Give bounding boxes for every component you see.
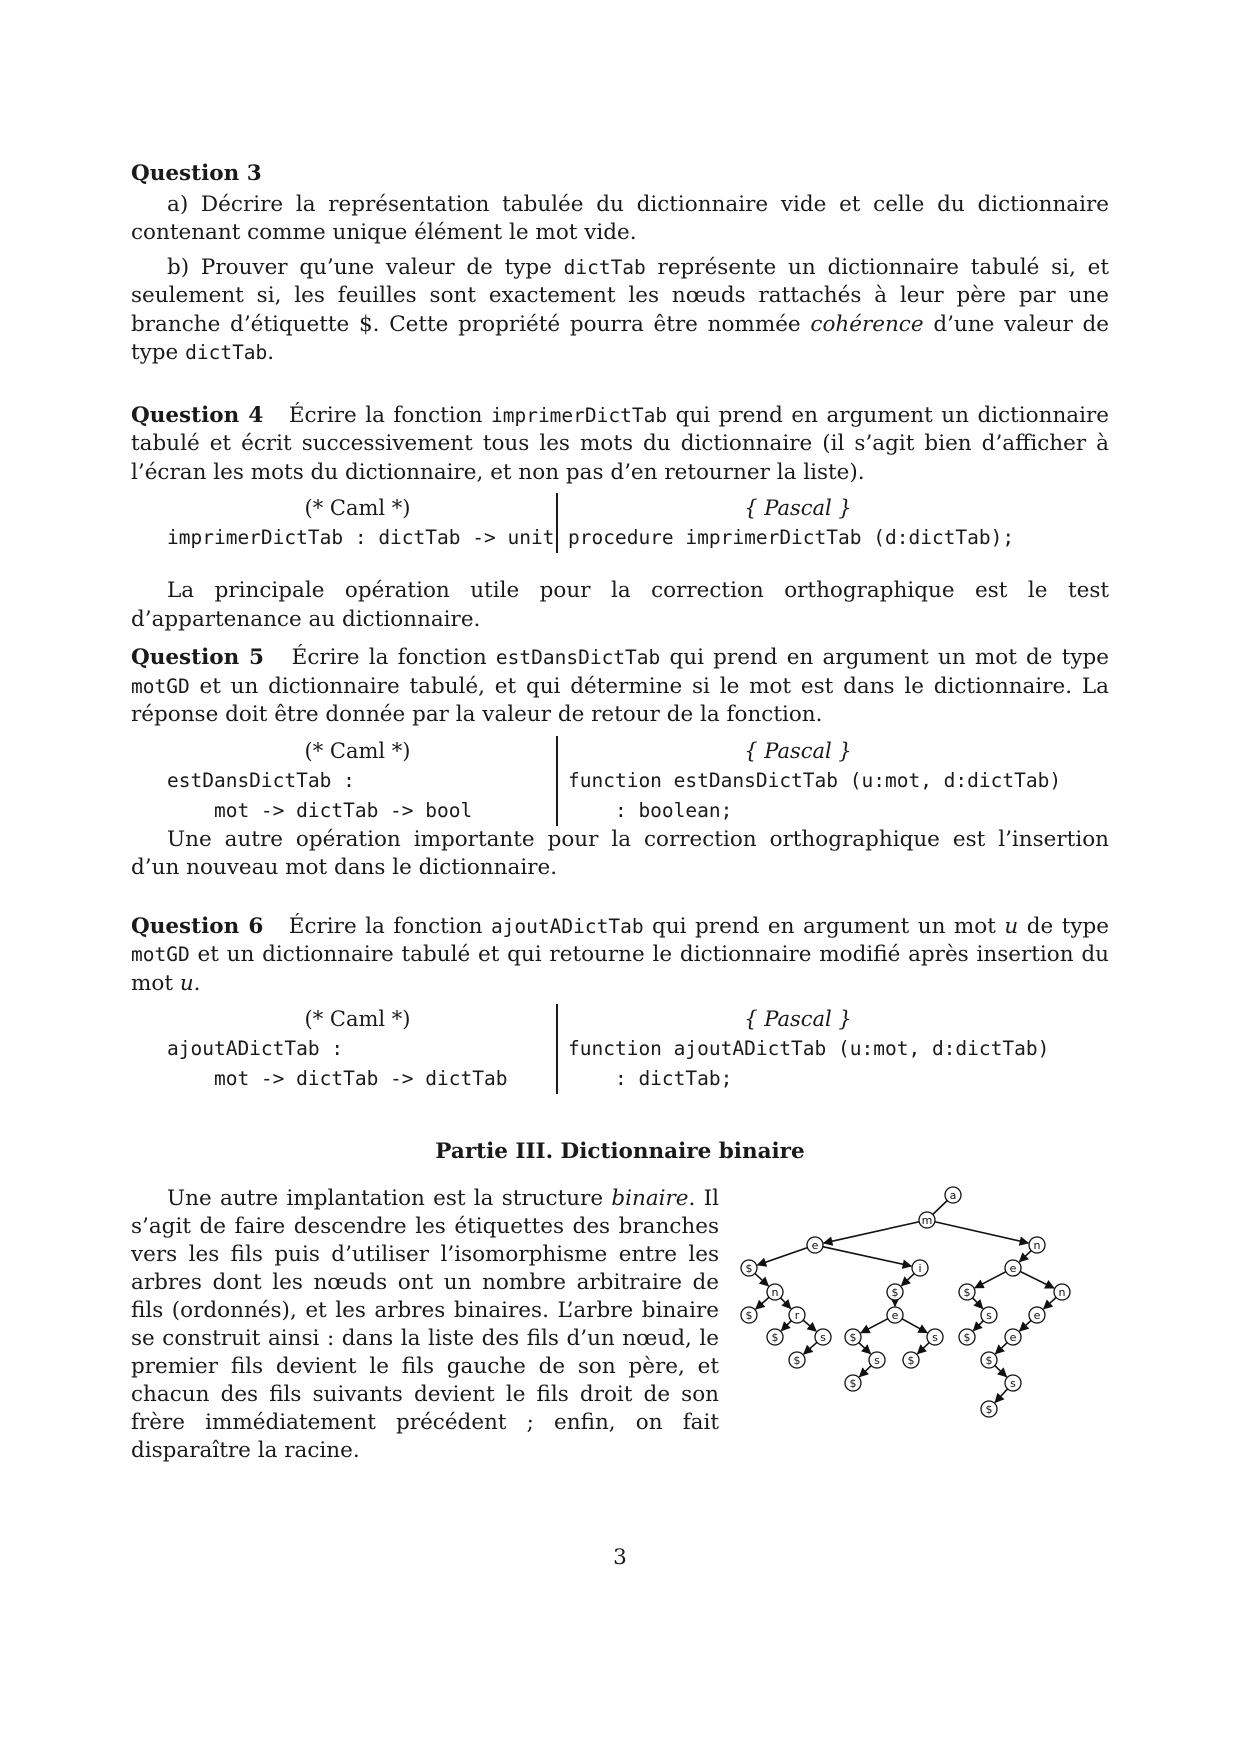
tree-node-d8 — [845, 1375, 861, 1391]
tree-node-n1 — [1029, 1237, 1045, 1253]
tree-edge — [1044, 1297, 1056, 1308]
svg-text:s: s — [1010, 1376, 1016, 1390]
tree-edge — [973, 1320, 983, 1330]
svg-text:$: $ — [891, 1285, 899, 1299]
question-3-heading: Question 3 — [131, 161, 262, 186]
svg-text:n: n — [1058, 1285, 1066, 1299]
tree-node-d1 — [741, 1260, 757, 1276]
tree-edge — [1019, 1250, 1031, 1261]
tree-edge — [973, 1297, 983, 1308]
svg-text:$: $ — [963, 1330, 971, 1344]
svg-text:$: $ — [849, 1330, 857, 1344]
tree-node-e4 — [1029, 1307, 1045, 1323]
svg-text:i: i — [918, 1261, 922, 1275]
svg-text:$: $ — [985, 1353, 993, 1367]
svg-text:a: a — [949, 1188, 957, 1202]
tree-node-d10 — [959, 1329, 975, 1345]
svg-text:r: r — [794, 1308, 800, 1322]
svg-text:e: e — [811, 1238, 819, 1252]
tree-node-e2 — [887, 1307, 903, 1323]
intro-question-5: La principale opération utile pour la correction orthographique est le test d’appartenance au dictionnaire. — [131, 578, 1109, 632]
svg-text:$: $ — [907, 1353, 915, 1367]
tree-edge — [917, 1342, 929, 1353]
svg-text:$: $ — [745, 1261, 753, 1275]
tree-node-e5 — [1005, 1329, 1021, 1345]
tree-edge — [901, 1273, 914, 1285]
tree-node-d3 — [767, 1329, 783, 1345]
tree-node-d2 — [741, 1307, 757, 1323]
tree-node-s1 — [815, 1329, 831, 1345]
svg-text:s: s — [986, 1308, 992, 1322]
tree-edge — [804, 1342, 817, 1354]
svg-text:e: e — [1009, 1330, 1017, 1344]
tree-node-d4 — [887, 1284, 903, 1300]
tree-edge — [781, 1297, 791, 1308]
tree-node-i — [912, 1260, 928, 1276]
pascal-signature: { Pascal } procedure imprimerDictTab (d:dictTab); — [568, 496, 1015, 549]
caml-signature: (* Caml *) ajoutADictTab : mot -> dictTab -> dictTab — [167, 1004, 558, 1094]
tree-edge — [935, 1221, 1028, 1242]
svg-text:$: $ — [985, 1402, 993, 1416]
svg-text:s: s — [932, 1330, 938, 1344]
tree-edge — [755, 1273, 769, 1285]
question-5-heading: Question 5 — [131, 645, 265, 670]
question-5-signatures — [167, 736, 1109, 826]
svg-text:$: $ — [771, 1330, 779, 1344]
tree-node-d6 — [789, 1352, 805, 1368]
svg-text:n: n — [1033, 1238, 1041, 1252]
svg-text:s: s — [820, 1330, 826, 1344]
tree-edge — [1020, 1271, 1054, 1288]
tree-edge — [995, 1365, 1007, 1376]
part-3-title: Partie III. Dictionnaire binaire — [435, 1139, 805, 1164]
tree-edge — [995, 1342, 1007, 1353]
tree-node-e3 — [1005, 1260, 1021, 1276]
svg-text:$: $ — [745, 1308, 753, 1322]
tree-edge — [859, 1342, 871, 1353]
tree-edge — [823, 1246, 911, 1265]
svg-text:m: m — [921, 1213, 933, 1227]
tree-edge — [781, 1320, 791, 1330]
tree-node-r — [789, 1307, 805, 1323]
svg-text:$: $ — [963, 1285, 971, 1299]
caml-signature: (* Caml *) imprimerDictTab : dictTab -> unit — [167, 493, 558, 553]
tree-node-s4 — [981, 1307, 997, 1323]
svg-text:$: $ — [793, 1353, 801, 1367]
part-3-body — [131, 1185, 1109, 1465]
part-3-paragraph: Une autre implantation est la structure binaire. Il s’agit de faire descendre les étiquettes des branches vers les fils puis d’utiliser l’isomorphisme entre les arbres dont les nœuds ont un nombre arbitraire de fils (ordonnés), et les arbres binaires. L’arbre binaire se construit ainsi : dans la liste des fils d’un nœud, le premier fils devient le fils gauche de son père, et chacun des fils suivants devient le fils droit de son frère immédiatement précédent ; enfin, on fait disparaître la racine. — [131, 1185, 719, 1463]
tree-edge — [803, 1320, 816, 1331]
pascal-signature: { Pascal } function ajoutADictTab (u:mot, d:dictTab) : dictTab; — [568, 1007, 1050, 1090]
intro-question-6: Une autre opération importante pour la correction orthographique est l’insertion d’un nouveau mot dans le dictionnaire. — [131, 826, 1109, 880]
svg-text:e: e — [1033, 1308, 1041, 1322]
tree-edge — [902, 1318, 927, 1332]
tree-node-d5 — [845, 1329, 861, 1345]
tree-node-n3 — [1054, 1284, 1070, 1300]
pascal-signature: { Pascal } function estDansDictTab (u:mot, d:dictTab) : boolean; — [568, 738, 1062, 822]
tree-node-m — [919, 1212, 935, 1228]
svg-text:s: s — [874, 1353, 880, 1367]
tree-edge — [1020, 1320, 1031, 1331]
svg-text:$: $ — [849, 1376, 857, 1390]
tree-node-d11 — [981, 1352, 997, 1368]
tree-edge — [975, 1271, 1006, 1287]
tree-node-d9 — [959, 1284, 975, 1300]
tree-node-n2 — [767, 1284, 783, 1300]
tree-node-a — [945, 1187, 961, 1203]
tree-node-s2 — [927, 1329, 943, 1345]
svg-text:e: e — [891, 1308, 899, 1322]
question-6-signatures — [167, 1004, 1109, 1094]
question-4-text: Question 4 Écrire la fonction imprimerDictTab qui prend en argument un dictionnaire tabulé et écrit successivement tous les mots du dictionnaire (il s’agit bien d’afficher à l’écran les mots du dictionnaire, et non pas d’en retourner la liste). — [131, 402, 1110, 485]
tree-edge — [824, 1221, 919, 1242]
page-content — [131, 160, 1109, 1465]
tree-edge — [859, 1365, 871, 1376]
tree-edge — [757, 1247, 807, 1264]
svg-text:e: e — [1009, 1261, 1017, 1275]
question-6-text: Question 6 Écrire la fonction ajoutADictTab qui prend en argument un mot u de type motGD et un dictionnaire tabulé et qui retourne le dictionnaire modifié après insertion du mot u. — [131, 913, 1109, 996]
page-number: 3 — [613, 1545, 627, 1570]
tree-edge — [756, 1297, 769, 1309]
svg-text:n: n — [771, 1285, 779, 1299]
tree-node-s5 — [1005, 1375, 1021, 1391]
question-4-signatures — [167, 493, 1109, 553]
binary-tree-diagram — [727, 1167, 1107, 1427]
tree-edge — [995, 1388, 1007, 1402]
tree-node-s3 — [869, 1352, 885, 1368]
question-4-heading: Question 4 — [131, 402, 264, 428]
tree-edge — [861, 1318, 888, 1332]
question-3-part-a: a) Décrire la représentation tabulée du dictionnaire vide et celle du dictionnaire contenant comme unique élément le mot vide. — [131, 191, 1109, 245]
tree-node-e1 — [807, 1237, 823, 1253]
question-5-text: Question 5 Écrire la fonction estDansDictTab qui prend en argument un mot de type motGD et un dictionnaire tabulé, et qui détermine si le mot est dans le dictionnaire. La réponse doit être donnée par la valeur de retour de la fonction. — [131, 645, 1109, 727]
tree-node-d12 — [981, 1401, 997, 1417]
question-3-part-b: b) Prouver qu’une valeur de type dictTab représente un dictionnaire tabulé si, et seulement si, les feuilles sont exactement les nœuds rattachés à leur père par une branche d’étiquette $. Cette propriété pourra être nommée cohérence d’une valeur de type dictTab. — [131, 254, 1109, 365]
tree-node-d7 — [903, 1352, 919, 1368]
caml-signature: (* Caml *) estDansDictTab : mot -> dictTab -> bool — [167, 736, 558, 826]
question-6-heading: Question 6 — [131, 913, 264, 939]
